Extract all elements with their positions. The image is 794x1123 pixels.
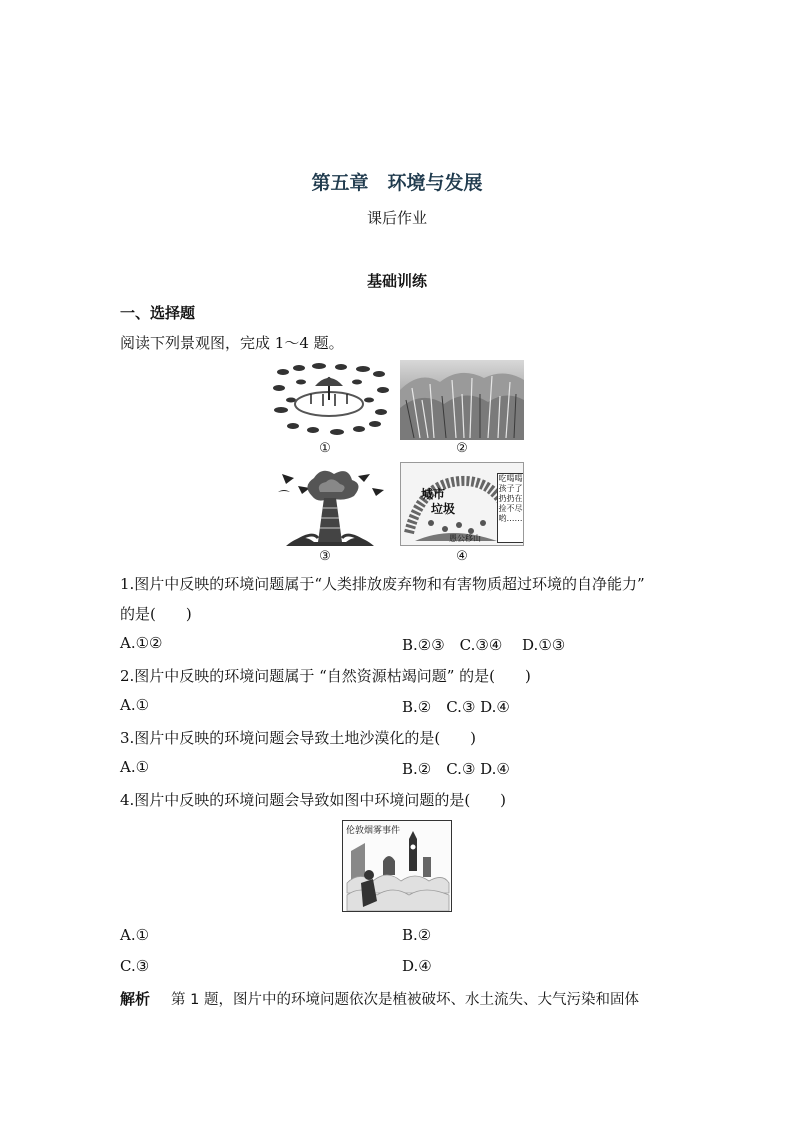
figure-1-label: ① [319,441,331,456]
question-3-stem: 3.图片中反映的环境问题会导致土地沙漠化的是( ) [120,729,477,747]
figure-4-big-line-2: 垃圾 [431,502,456,516]
question-1-options-bcd[interactable]: B.②③ C.③④ D.①③ [402,636,566,654]
figure-1-deforestation [271,360,389,438]
analysis-label: 解析 [120,990,151,1008]
section-heading: 基础训练 [366,272,427,290]
question-4-option-d[interactable]: D.④ [402,957,432,975]
question-4-option-b[interactable]: B.② [402,926,432,944]
question-4-stem: 4.图片中反映的环境问题会导致如图中环境问题的是( ) [120,791,507,809]
question-1-stem-cont: 的是( ) [120,605,192,623]
figure-4-big-line-1: 城市 [421,487,446,501]
figure-4-label: ④ [456,549,468,564]
figure-4-big-text [421,487,455,517]
question-2-stem: 2.图片中反映的环境问题属于 “自然资源枯竭问题” 的是( ) [120,667,531,685]
analysis-text: 第 1 题，图片中的环境问题依次是植被破坏、水土流失、大气污染和固体 [171,992,639,1008]
question-3-option-a[interactable]: A.① [120,758,150,776]
figure-2-soil-erosion [400,360,524,440]
question-4-option-c[interactable]: C.③ [120,957,150,975]
question-1-option-a[interactable]: A.①② [120,634,163,652]
figure-3-air-pollution [272,462,388,546]
question-2-option-a[interactable]: A.① [120,696,150,714]
figure-3-label: ③ [319,549,331,564]
chapter-title: 第五章 环境与发展 [311,172,483,194]
homework-subtitle: 课后作业 [366,209,427,227]
part-heading: 一、选择题 [120,304,196,322]
figure-2-label: ② [456,441,468,456]
question-2-options-bcd[interactable]: B.② C.③ D.④ [402,698,510,716]
question-1-stem: 1.图片中反映的环境问题属于“人类排放废弃物和有害物质超过环境的自净能力” [120,575,645,593]
london-smog-caption: 伦敦烟雾事件 [346,826,401,836]
figure-4-footer: 愚公移山 [449,534,481,543]
figure-4-city-garbage [400,462,524,546]
question-4-option-a[interactable]: A.① [120,926,150,944]
figure-london-smog [342,820,452,912]
figure-4-note: 吃喝喝 孩子了 扔扔在 捡不尽 哟…… [497,473,524,543]
intro-text: 阅读下列景观图，完成 1～4 题。 [120,334,344,352]
question-3-options-bcd[interactable]: B.② C.③ D.④ [402,760,510,778]
